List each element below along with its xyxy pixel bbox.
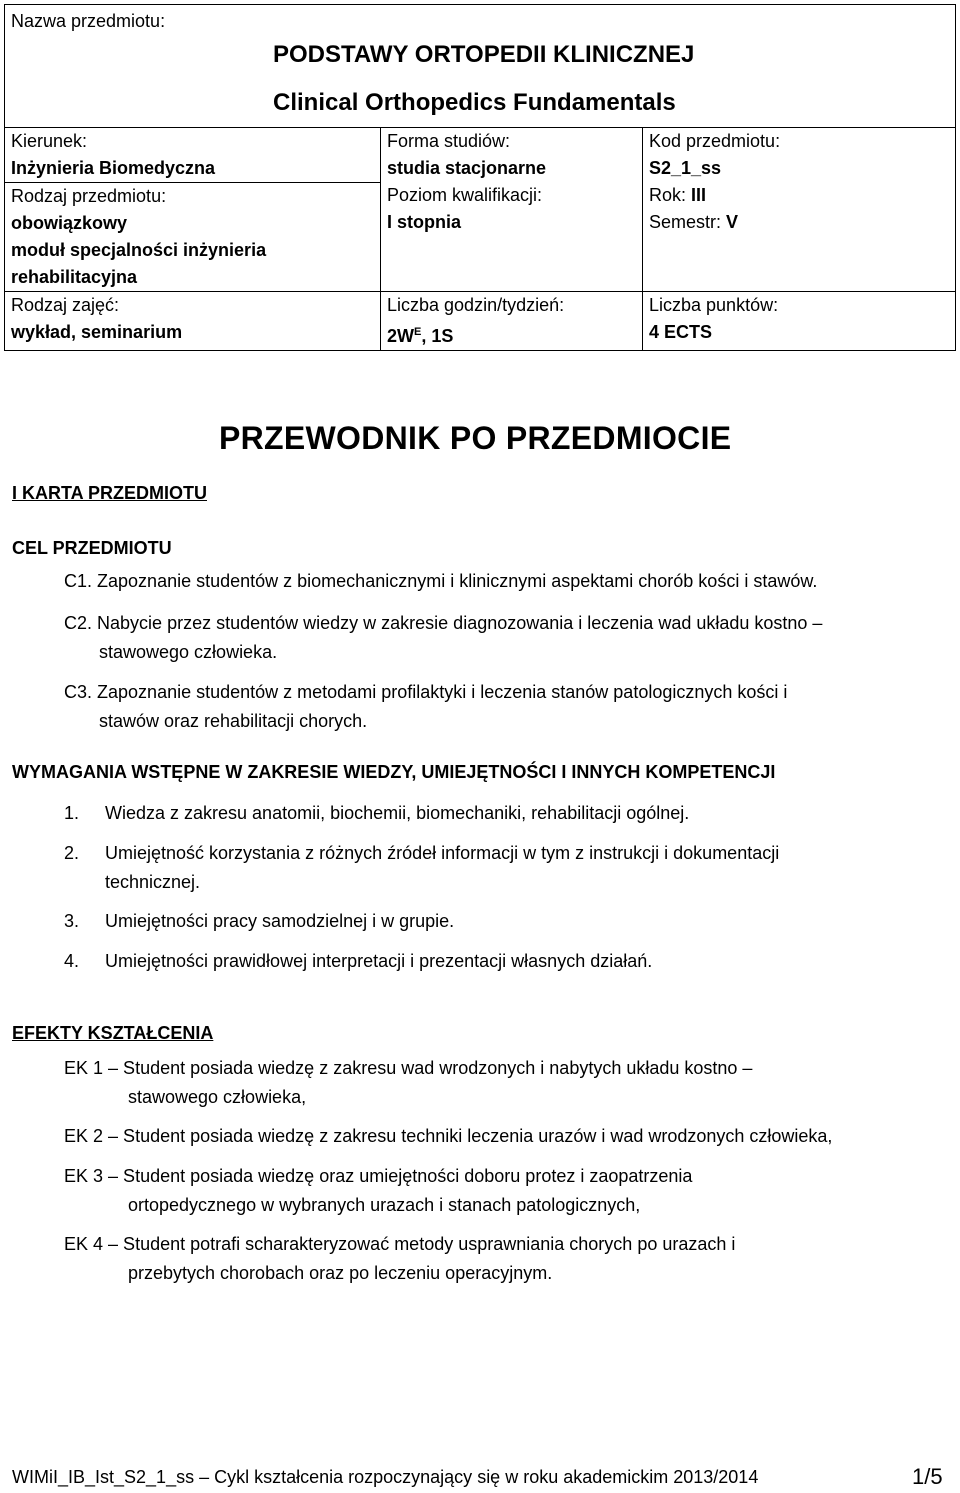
rodzaj-cell — [5, 183, 381, 292]
efekt-num: EK 1 — [64, 1058, 104, 1078]
semestr-label: Semestr: — [649, 212, 727, 232]
wymaganie-text: Umiejętność korzystania z różnych źródeł informacji w tym z instrukcji i dokumentacji — [105, 843, 780, 863]
forma-value: studia stacjonarne — [387, 158, 547, 178]
wymaganie-text: Wiedza z zakresu anatomii, biochemii, biomechaniki, rehabilitacji ogólnej. — [105, 803, 690, 823]
zajec-cell — [5, 292, 381, 351]
wymaganie-text: Umiejętności pracy samodzielnej i w grupie. — [105, 911, 455, 931]
semestr-value: V — [726, 212, 739, 232]
cel-num: C2. — [64, 613, 93, 633]
cel-text-cont: stawów oraz rehabilitacji chorych. — [99, 711, 368, 731]
godziny-cell — [381, 292, 643, 351]
wymaganie-text: Umiejętności prawidłowej interpretacji i prezentacji własnych działań. — [105, 951, 653, 971]
karta-heading: I KARTA PRZEDMIOTU — [12, 483, 207, 503]
efekt-text-cont: przebytych chorobach oraz po leczeniu operacyjnym. — [128, 1263, 553, 1283]
rodzaj-value-1: obowiązkowy — [11, 213, 128, 233]
rodzaj-value-3: rehabilitacyjna — [11, 267, 138, 287]
efekt-item-1 — [64, 1054, 954, 1112]
cel-text-cont: stawowego człowieka. — [99, 642, 278, 662]
punkty-cell — [643, 292, 956, 351]
subject-label: Nazwa przedmiotu: — [11, 11, 166, 31]
wymaganie-item-2 — [64, 839, 944, 897]
forma-label: Forma studiów: — [387, 131, 511, 151]
godziny-label: Liczba godzin/tydzień: — [387, 295, 565, 315]
efekt-text-cont: stawowego człowieka, — [128, 1087, 307, 1107]
godziny-value-w: 2W — [387, 326, 414, 346]
wymaganie-num: 1. — [64, 803, 80, 823]
wymaganie-item-3 — [64, 907, 944, 936]
wymaganie-item-1 — [64, 799, 944, 828]
cel-text: Nabycie przez studentów wiedzy w zakresie diagnozowania i leczenia wad układu kostno – — [97, 613, 823, 633]
footer-text: WIMiI_IB_Ist_S2_1_ss – Cykl kształcenia rozpoczynający się w roku akademickim 2013/2014 — [12, 1467, 759, 1487]
efekt-num: EK 4 — [64, 1234, 104, 1254]
cel-num: C3. — [64, 682, 93, 702]
course-title-en: Clinical Orthopedics Fundamentals — [273, 89, 676, 116]
rok-value: III — [691, 185, 707, 205]
cel-text: Zapoznanie studentów z metodami profilaktyki i leczenia stanów patologicznych kości i — [97, 682, 788, 702]
wymaganie-num: 2. — [64, 843, 80, 863]
efekt-text: – Student potrafi scharakteryzować metody usprawniania chorych po urazach i — [108, 1234, 736, 1254]
godziny-value-sup: E — [414, 326, 422, 338]
efekt-num: EK 3 — [64, 1166, 104, 1186]
rodzaj-value-2: moduł specjalności inżynieria — [11, 240, 267, 260]
kod-label: Kod przedmiotu: — [649, 131, 781, 151]
rodzaj-label: Rodzaj przedmiotu: — [11, 186, 167, 206]
punkty-value: 4 ECTS — [649, 322, 713, 342]
zajec-label: Rodzaj zajęć: — [11, 295, 120, 315]
forma-poziom-cell — [381, 128, 643, 292]
cel-heading: CEL PRZEDMIOTU — [12, 538, 172, 558]
efekt-text: – Student posiada wiedzę oraz umiejętności doboru protez i zaopatrzenia — [108, 1166, 693, 1186]
poziom-label: Poziom kwalifikacji: — [387, 185, 543, 205]
cel-text: Zapoznanie studentów z biomechanicznymi i klinicznymi aspektami chorób kości i stawów. — [97, 571, 818, 591]
efekt-num: EK 2 — [64, 1126, 104, 1146]
kod-value: S2_1_ss — [649, 158, 722, 178]
cel-item-c3 — [64, 678, 944, 736]
course-name-cell — [5, 5, 956, 128]
efekt-item-2 — [64, 1122, 954, 1151]
kierunek-label: Kierunek: — [11, 131, 88, 151]
efekt-text: – Student posiada wiedzę z zakresu wad wrodzonych i nabytych układu kostno – — [108, 1058, 753, 1078]
efekt-text: – Student posiada wiedzę z zakresu techniki leczenia urazów i wad wrodzonych człowieka, — [108, 1126, 833, 1146]
page-number: 1/5 — [912, 1464, 943, 1489]
course-title-pl: PODSTAWY ORTOPEDII KLINICZNEJ — [273, 41, 695, 68]
kierunek-cell — [5, 128, 381, 183]
kod-rok-cell — [643, 128, 956, 292]
kierunek-value: Inżynieria Biomedyczna — [11, 158, 216, 178]
efekt-item-3 — [64, 1162, 954, 1220]
wymaganie-text-cont: technicznej. — [105, 872, 201, 892]
efekt-item-4 — [64, 1230, 954, 1288]
efekt-text-cont: ortopedycznego w wybranych urazach i stanach patologicznych, — [128, 1195, 641, 1215]
guide-title: PRZEWODNIK PO PRZEDMIOCIE — [219, 420, 732, 456]
wymaganie-num: 3. — [64, 911, 80, 931]
rok-label: Rok: — [649, 185, 692, 205]
zajec-value: wykład, seminarium — [11, 322, 183, 342]
course-header-table — [4, 4, 956, 351]
cel-item-c2 — [64, 609, 944, 667]
godziny-value-s: , 1S — [421, 326, 454, 346]
cel-item-c1 — [64, 567, 944, 596]
cel-num: C1. — [64, 571, 93, 591]
efekty-heading: EFEKTY KSZTAŁCENIA — [12, 1023, 214, 1043]
wymaganie-item-4 — [64, 947, 944, 976]
wymaganie-num: 4. — [64, 951, 80, 971]
poziom-value: I stopnia — [387, 212, 462, 232]
wymagania-heading: WYMAGANIA WSTĘPNE W ZAKRESIE WIEDZY, UMIEJĘTNOŚCI I INNYCH KOMPETENCJI — [12, 762, 776, 782]
punkty-label: Liczba punktów: — [649, 295, 779, 315]
